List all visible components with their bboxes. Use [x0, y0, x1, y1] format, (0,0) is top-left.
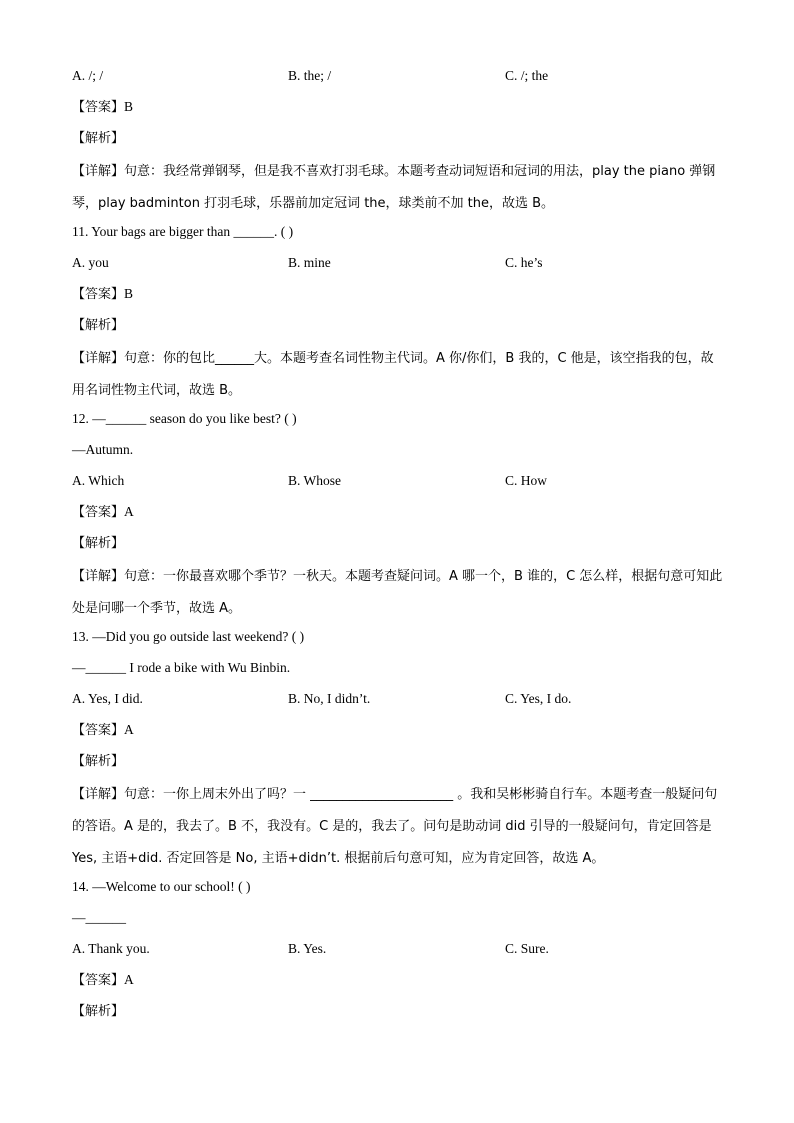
q11-analysis: [72, 316, 124, 335]
analysis-tag: 【解析】: [72, 754, 125, 769]
detail-tag: 【详解】: [72, 569, 125, 584]
q12-reply: —Autumn.: [72, 442, 134, 457]
q10-analysis: [72, 129, 124, 148]
answer-tag: 【答案】: [72, 973, 125, 988]
q14-options: [72, 940, 724, 958]
answer-tag: 【答案】: [72, 287, 125, 302]
q13-options: [72, 690, 724, 708]
detail-text: 句意：一你最喜欢哪个季节？一秋天。本题考查疑问词。A 哪一个，B 谁的，C 怎么样，根据句意可知此处是问哪一个季节，故选 A。: [72, 569, 723, 616]
detail-tag: 【详解】: [72, 164, 125, 179]
answer-value: A: [124, 972, 134, 987]
detail-tag: 【详解】: [72, 351, 125, 366]
answer-tag: 【答案】: [72, 100, 125, 115]
q13-answer: [72, 721, 134, 740]
q13-option-a: A. Yes, I did.: [72, 691, 143, 706]
answer-value: B: [124, 286, 134, 301]
detail-text: 句意：一你上周末外出了吗？一 ______________________ 。我和吴彬彬骑自行车。本题考查一般疑问句的答语。A 是的，我去了。B 不，我没有。C 是的，我去了。问句是助动词 did 引导的一般疑问句，肯定回答是 Yes, 主语+did. 否定回答是 No, 主语+didn’t. 根据前后句意可知，应为肯定回答，故选 A。: [72, 787, 718, 866]
q10-option-c: C. /; the: [505, 68, 549, 83]
answer-tag: 【答案】: [72, 723, 125, 738]
q13-option-b: B. No, I didn’t.: [288, 691, 371, 706]
answer-value: A: [124, 504, 134, 519]
q13-reply: —______ I rode a bike with Wu Binbin.: [72, 660, 291, 675]
q11-option-c: C. he’s: [505, 255, 543, 270]
q12-stem: 12. —______ season do you like best? ( ): [72, 411, 297, 426]
answer-value: A: [124, 722, 134, 737]
q12-option-a: A. Which: [72, 473, 125, 488]
q14-option-c: C. Sure.: [505, 941, 549, 956]
analysis-tag: 【解析】: [72, 536, 125, 551]
detail-tag: 【详解】: [72, 787, 125, 802]
q12-analysis: [72, 534, 124, 553]
analysis-tag: 【解析】: [72, 1004, 125, 1019]
analysis-tag: 【解析】: [72, 318, 125, 333]
q11-option-a: A. you: [72, 255, 109, 270]
q12-options: [72, 472, 724, 490]
q14-stem: 14. —Welcome to our school! ( ): [72, 879, 251, 894]
q10-answer: [72, 98, 133, 117]
q11-answer: [72, 285, 133, 304]
q14-option-b: B. Yes.: [288, 941, 327, 956]
q12-answer: [72, 503, 134, 522]
q10-options: [72, 67, 724, 85]
q13-option-c: C. Yes, I do.: [505, 691, 572, 706]
q13-detail: [72, 778, 724, 874]
detail-text: 句意：你的包比______大。本题考查名词性物主代词。A 你/你们，B 我的，C 他是，该空指我的包，故用名词性物主代词，故选 B。: [72, 351, 714, 398]
q10-detail: [72, 155, 724, 219]
q13-stem: 13. —Did you go outside last weekend? ( ): [72, 629, 305, 644]
q13-analysis: [72, 752, 124, 771]
q10-option-b: B. the; /: [288, 68, 332, 83]
q11-detail: [72, 342, 724, 406]
detail-text: 句意：我经常弹钢琴，但是我不喜欢打羽毛球。本题考查动词短语和冠词的用法，play the piano 弹钢琴，play badminton 打羽毛球，乐器前加定冠词 the，球类前不加 the，故选 B。: [72, 164, 716, 211]
q11-option-b: B. mine: [288, 255, 331, 270]
q14-reply: —______: [72, 910, 126, 925]
q14-answer: [72, 971, 134, 990]
q12-option-b: B. Whose: [288, 473, 341, 488]
q14-option-a: A. Thank you.: [72, 941, 150, 956]
answer-tag: 【答案】: [72, 505, 125, 520]
q12-detail: [72, 560, 724, 624]
q14-analysis: [72, 1002, 124, 1021]
q11-options: [72, 254, 724, 272]
answer-value: B: [124, 99, 134, 114]
q12-option-c: C. How: [505, 473, 548, 488]
q10-option-a: A. /; /: [72, 68, 104, 83]
q11-stem: 11. Your bags are bigger than ______. ( ): [72, 224, 294, 239]
analysis-tag: 【解析】: [72, 131, 125, 146]
